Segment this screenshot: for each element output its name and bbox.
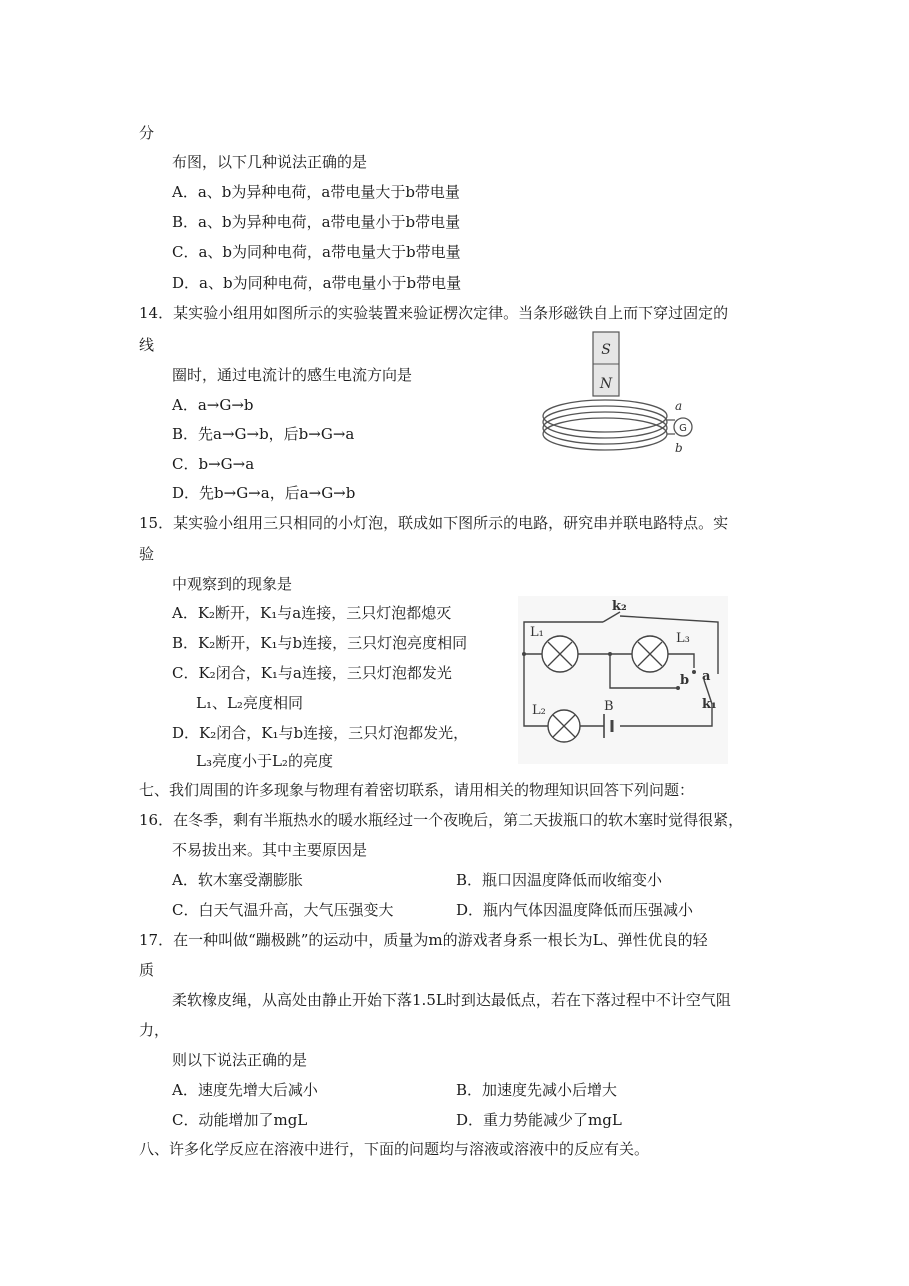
terminal-a-label: a — [675, 399, 683, 413]
k1-label: k₁ — [702, 697, 717, 712]
section-8-heading: 八、许多化学反应在溶液中进行，下面的问题均与溶液或溶液中的反应有关。 — [139, 1140, 650, 1158]
l3-label: L₃ — [676, 631, 690, 646]
coil-magnet-figure — [535, 330, 705, 462]
q15-stem-line3: 中观察到的现象是 — [172, 575, 293, 593]
l2-label: L₂ — [532, 703, 546, 718]
q15-option-c-line1: C．K₂闭合，K₁与a连接，三只灯泡都发光 — [172, 664, 452, 682]
q17-option-b: B．加速度先减小后增大 — [456, 1081, 618, 1099]
q15-option-d-line2: L₃亮度小于L₂的亮度 — [196, 752, 333, 770]
lamp-l3 — [632, 636, 668, 672]
q13-option-b: B．a、b为异种电荷，a带电量小于b带电量 — [172, 213, 461, 231]
q14-option-c: C．b→G→a — [172, 455, 255, 473]
q15-stem-line1: 15．某实验小组用三只相同的小灯泡，联成如下图所示的电路，研究串并联电路特点。实 — [139, 514, 729, 532]
q17-option-d: D．重力势能减少了mgL — [456, 1111, 622, 1129]
q17-stem-line3: 柔软橡皮绳，从高处由静止开始下落1.5L时到达最低点，若在下落过程中不计空气阻 — [172, 991, 731, 1009]
carry-over-text: 分 — [139, 124, 155, 142]
q16-option-d: D．瓶内气体因温度降低而压强减小 — [456, 901, 694, 919]
lamp-l1 — [542, 636, 578, 672]
q14-stem-line2: 线 — [139, 336, 155, 354]
q13-option-d: D．a、b为同种电荷，a带电量小于b带电量 — [172, 274, 462, 292]
q17-stem-line5: 则以下说法正确的是 — [172, 1051, 308, 1069]
q13-option-c: C．a、b为同种电荷，a带电量大于b带电量 — [172, 243, 461, 261]
lamp-l2 — [548, 710, 580, 742]
l1-label: L₁ — [530, 625, 544, 640]
terminal-b-label: b — [675, 441, 683, 455]
q17-option-c: C．动能增加了mgL — [172, 1111, 308, 1129]
q17-stem-line2: 质 — [139, 961, 155, 979]
circuit-figure — [518, 596, 728, 764]
contact-a-label: a — [702, 669, 711, 684]
q16-option-a: A．软木塞受潮膨胀 — [172, 871, 303, 889]
q16-option-b: B．瓶口因温度降低而收缩变小 — [456, 871, 663, 889]
q13-option-a: A．a、b为异种电荷，a带电量大于b带电量 — [172, 183, 460, 201]
q14-option-d: D．先b→G→a，后a→G→b — [172, 484, 356, 502]
q17-option-a: A．速度先增大后减小 — [172, 1081, 318, 1099]
q14-option-a: A．a→G→b — [172, 396, 254, 414]
contact-b-label: b — [680, 673, 690, 688]
q17-stem-line4: 力， — [139, 1021, 170, 1039]
q13-stem: 布图，以下几种说法正确的是 — [172, 153, 368, 171]
magnet-n-label: N — [599, 376, 613, 392]
q15-stem-line2: 验 — [139, 545, 155, 563]
q16-stem-line2: 不易拔出来。其中主要原因是 — [172, 841, 368, 859]
q16-stem-line1: 16．在冬季，剩有半瓶热水的暖水瓶经过一个夜晚后，第二天拔瓶口的软木塞时觉得很紧， — [139, 811, 744, 829]
k2-label: k₂ — [612, 599, 627, 614]
q15-option-a: A．K₂断开，K₁与a连接，三只灯泡都熄灭 — [172, 604, 452, 622]
q14-option-b: B．先a→G→b，后b→G→a — [172, 425, 355, 443]
q15-option-c-line2: L₁、L₂亮度相同 — [196, 694, 303, 712]
galvanometer-label: G — [679, 423, 687, 434]
q15-option-d-line1: D．K₂闭合，K₁与b连接，三只灯泡都发光， — [172, 724, 469, 742]
q14-stem-line1: 14．某实验小组用如图所示的实验装置来验证楞次定律。当条形磁铁自上而下穿过固定的 — [139, 304, 729, 322]
q17-stem-line1: 17．在一种叫做“蹦极跳”的运动中，质量为m的游戏者身系一根长为L、弹性优良的轻 — [139, 931, 708, 949]
q15-option-b: B．K₂断开，K₁与b连接，三只灯泡亮度相同 — [172, 634, 468, 652]
magnet-s-label: S — [601, 342, 611, 358]
q16-option-c: C．白天气温升高，大气压强变大 — [172, 901, 394, 919]
q14-stem-line3: 圈时，通过电流计的感生电流方向是 — [172, 366, 413, 384]
battery-label: B — [604, 699, 614, 714]
section-7-heading: 七、我们周围的许多现象与物理有着密切联系，请用相关的物理知识回答下列问题： — [139, 781, 695, 799]
